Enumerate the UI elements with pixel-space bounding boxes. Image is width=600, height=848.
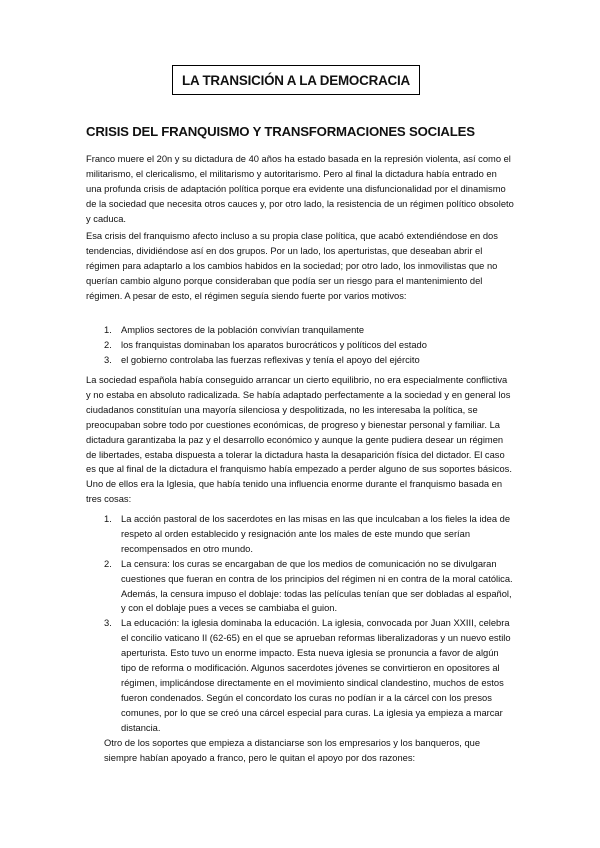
paragraph-1: Franco muere el 20n y su dictadura de 40 años ha estado basada en la represión violenta, así como el militarismo, el clericalismo, el militarismo y autoritarismo. Pero al final la dictadura había entrado en una profunda crisis de adaptación política porque era evidente una disfuncionalidad por el dinamismo de la sociedad que necesita otros cauces y, por otro lado, la resistencia de un régimen político obsoleto y caduca. [86, 154, 514, 224]
list-item: 3. La educación: la iglesia dominaba la educación. La iglesia, convocada por Juan XXIII, celebra el concilio vaticano II (62-65) en el que se aprueban reformas liberalizadoras y un nuevo estilo aperturista. Esto tuvo un enorme impacto. Esta nueva iglesia se pronuncia a favor de algún tipo de reforma o modificación. Algunos sacerdotes jóvenes se convirtieron en opositores al régimen, implicándose directamente en el movimiento sindical clandestino, muchos de estos fueron condenados. Según el concordato los curas no podían ir a la cárcel con los presos comunes, por lo que se creó una cárcel especial para curas. La iglesia ya empieza a marcar distancia. [104, 618, 511, 733]
list-item: 2. La censura: los curas se encargaban de que los medios de comunicación no se divulgaran cuestiones que fueran en contra de los principios del régimen ni en contra de la moral católica. Además, la censura impuso el doblaje: todas las películas tenían que ser dobladas al español, y con el doblaje pues a veces se cambiaba el guion. [104, 558, 513, 614]
list-item: 1. La acción pastoral de los sacerdotes en las misas en las que inculcaban a los fieles la idea de respeto al orden establecido y resignación ante los males de este mundo que serían recompensados en otro mundo. [104, 514, 511, 554]
motives-list [104, 323, 524, 368]
list-item: 1. Amplios sectores de la población convivían tranquilamente [104, 325, 365, 335]
section-title: CRISIS DEL FRANQUISMO Y TRANSFORMACIONES SOCIALES [86, 124, 475, 139]
document-title: LA TRANSICIÓN A LA DEMOCRACIA [172, 65, 420, 95]
paragraph-3: La sociedad española había conseguido arrancar un cierto equilibrio, no era especialmente conflictiva y no estaba en absoluto radicalizada. Se había adaptado perfectamente a la sociedad y en general los ciudadanos constituían una mayoría silenciosa y despolitizada, no les interesaba la política, se preocupaban sobre todo por cuestiones económicas, de progreso y bienestar personal y familiar. La dictadura garantizaba la paz y el desarrollo económico y aunque la gente pudiera desear un régimen de libertades, estaba dispuesta a tolerar la dictadura hasta la desaparición física del dictador. El caso es que al final de la dictadura el franquismo había empezado a perder alguno de sus soportes básicos. Uno de ellos era la Iglesia, que había tenido una influencia enorme durante el franquismo basada en tres cosas: [86, 375, 512, 505]
church-list [104, 512, 514, 736]
list-item: 3. el gobierno controlaba las fuerzas reflexivas y tenía el apoyo del ejército [104, 354, 420, 365]
paragraph-2: Esa crisis del franquismo afecto incluso a su propia clase política, que acabó extendiéndose en dos tendencias, dividiéndose así en dos grupos. Por un lado, los aperturistas, que deseaban abrir el régimen para adaptarlo a los cambios habidos en la sociedad; por otro lado, los inmovilistas que no querían cambio alguno porque consideraban que podía ser un riesgo para el mantenimiento del régimen. A pesar de esto, el régimen seguía siendo fuerte por varios motivos: [86, 231, 498, 301]
paragraph-4: Otro de los soportes que empieza a distanciarse son los empresarios y los banqueros, que siempre habían apoyado a franco, pero le quitan el apoyo por dos razones: [104, 738, 481, 763]
list-item: 2. los franquistas dominaban los aparatos burocráticos y políticos del estado [104, 339, 427, 350]
